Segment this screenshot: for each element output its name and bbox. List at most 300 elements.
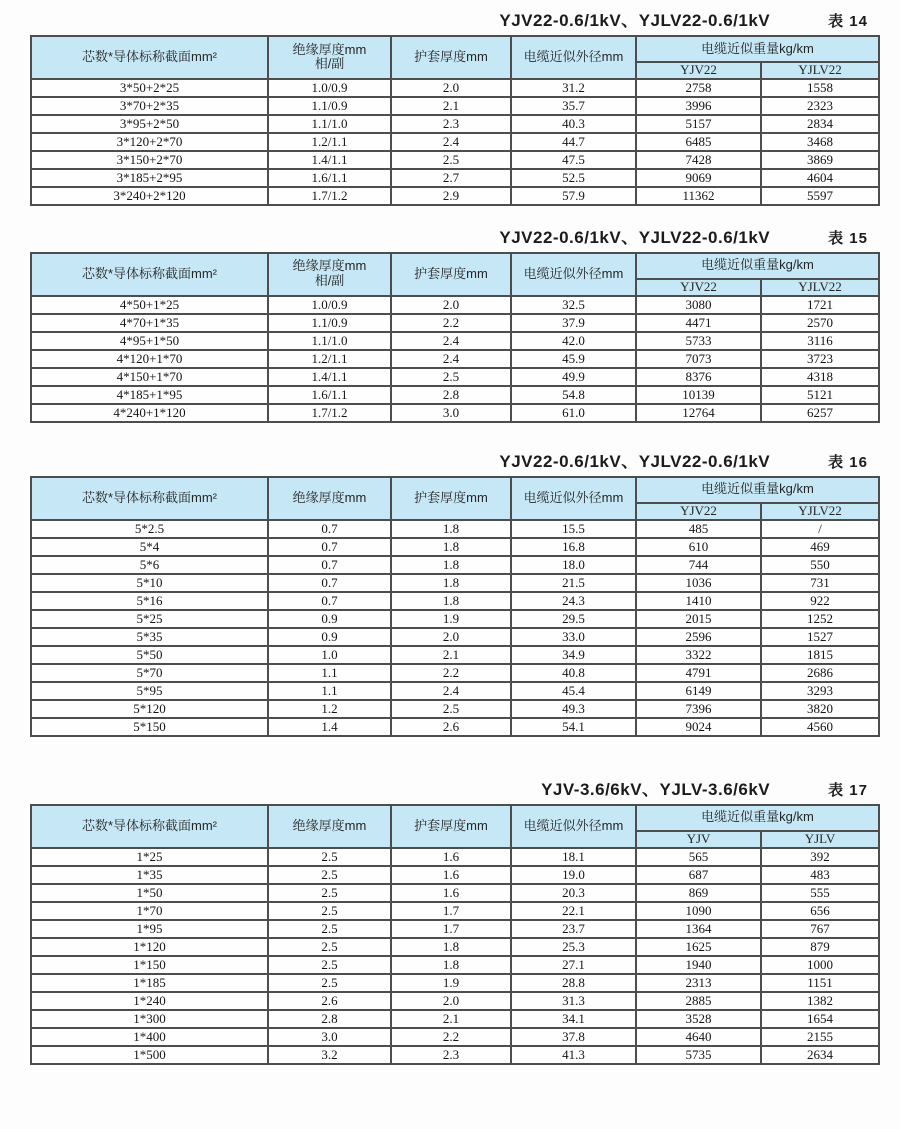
cell: 37.8 bbox=[511, 1028, 636, 1046]
cell: 4640 bbox=[636, 1028, 761, 1046]
table-header bbox=[31, 477, 879, 520]
cell: 1252 bbox=[761, 610, 879, 628]
cell: 767 bbox=[761, 920, 879, 938]
cell: 1.0 bbox=[268, 646, 391, 664]
table-row bbox=[31, 884, 879, 902]
cell: 1.1/1.0 bbox=[268, 115, 391, 133]
cell: 1527 bbox=[761, 628, 879, 646]
cell: 7428 bbox=[636, 151, 761, 169]
cell: 2.5 bbox=[268, 866, 391, 884]
cell: 1*500 bbox=[31, 1046, 268, 1064]
table-row bbox=[31, 133, 879, 151]
cell: 4791 bbox=[636, 664, 761, 682]
cell: 3468 bbox=[761, 133, 879, 151]
cell: 1.6 bbox=[391, 884, 511, 902]
col-header-weight-yjlv: YJLV22 bbox=[761, 62, 879, 79]
cell: 54.1 bbox=[511, 718, 636, 736]
cell: 1.9 bbox=[391, 610, 511, 628]
cell: 27.1 bbox=[511, 956, 636, 974]
cell: 869 bbox=[636, 884, 761, 902]
cell: 1*300 bbox=[31, 1010, 268, 1028]
insulation-header-line1: 绝缘厚度mm bbox=[292, 489, 367, 505]
cell: 3116 bbox=[761, 332, 879, 350]
cell: 3080 bbox=[636, 296, 761, 314]
table-row bbox=[31, 682, 879, 700]
cell: 485 bbox=[636, 520, 761, 538]
cell: 24.3 bbox=[511, 592, 636, 610]
cell: 2.5 bbox=[391, 151, 511, 169]
table-row bbox=[31, 332, 879, 350]
cell: 392 bbox=[761, 848, 879, 866]
cell: 8376 bbox=[636, 368, 761, 386]
cell: 1558 bbox=[761, 79, 879, 97]
cell: 5*150 bbox=[31, 718, 268, 736]
cell: 2.5 bbox=[268, 848, 391, 866]
cell: 20.3 bbox=[511, 884, 636, 902]
cell: 1.1 bbox=[268, 664, 391, 682]
cell: 4*50+1*25 bbox=[31, 296, 268, 314]
cell: 15.5 bbox=[511, 520, 636, 538]
cell: 2.4 bbox=[391, 133, 511, 151]
cell: 21.5 bbox=[511, 574, 636, 592]
cell: 1721 bbox=[761, 296, 879, 314]
table-row bbox=[31, 610, 879, 628]
cell: 4*95+1*50 bbox=[31, 332, 268, 350]
cell: 11362 bbox=[636, 187, 761, 205]
cable-spec-table bbox=[30, 804, 880, 1065]
cell: 1.8 bbox=[391, 956, 511, 974]
cell: 2.3 bbox=[391, 115, 511, 133]
cell: 1.9 bbox=[391, 974, 511, 992]
cell: 2634 bbox=[761, 1046, 879, 1064]
cell: 4604 bbox=[761, 169, 879, 187]
cell: 4471 bbox=[636, 314, 761, 332]
cell: 2.0 bbox=[391, 992, 511, 1010]
cable-spec-table bbox=[30, 35, 880, 206]
col-header-diameter: 电缆近似外径mm bbox=[511, 477, 636, 520]
table-row bbox=[31, 848, 879, 866]
cell: 2.1 bbox=[391, 1010, 511, 1028]
insulation-header-line1: 绝缘厚度mm bbox=[292, 258, 367, 274]
table-row bbox=[31, 1010, 879, 1028]
cell: 12764 bbox=[636, 404, 761, 422]
table-row bbox=[31, 556, 879, 574]
cell: 5*25 bbox=[31, 610, 268, 628]
cell: 5121 bbox=[761, 386, 879, 404]
cell: 1.0/0.9 bbox=[268, 296, 391, 314]
cell: 2.3 bbox=[391, 1046, 511, 1064]
table-body bbox=[31, 520, 879, 736]
cell: 1815 bbox=[761, 646, 879, 664]
cell: 45.9 bbox=[511, 350, 636, 368]
cell: 2.5 bbox=[268, 920, 391, 938]
header-row-1 bbox=[31, 805, 879, 831]
cable-spec-table bbox=[30, 252, 880, 423]
cell: 2.4 bbox=[391, 350, 511, 368]
cell: 1940 bbox=[636, 956, 761, 974]
table-title-row bbox=[30, 6, 878, 30]
cell: 1.8 bbox=[391, 520, 511, 538]
cell: 61.0 bbox=[511, 404, 636, 422]
cell: 5*50 bbox=[31, 646, 268, 664]
cell: 3*95+2*50 bbox=[31, 115, 268, 133]
cell: 1.7 bbox=[391, 902, 511, 920]
cable-table-section bbox=[30, 223, 878, 423]
table-header bbox=[31, 253, 879, 296]
cell: 2885 bbox=[636, 992, 761, 1010]
col-header-weight-yjv: YJV22 bbox=[636, 503, 761, 520]
col-header-weight-yjlv: YJLV bbox=[761, 831, 879, 848]
cell: 2.5 bbox=[268, 884, 391, 902]
cell: 1.1/0.9 bbox=[268, 314, 391, 332]
table-title: YJV22-0.6/1kV、YJLV22-0.6/1kV bbox=[499, 227, 771, 247]
cell: 1.8 bbox=[391, 538, 511, 556]
table-row bbox=[31, 700, 879, 718]
cell: 744 bbox=[636, 556, 761, 574]
cell: 34.9 bbox=[511, 646, 636, 664]
cell: 3.2 bbox=[268, 1046, 391, 1064]
cell: 40.8 bbox=[511, 664, 636, 682]
cell: 1.7/1.2 bbox=[268, 187, 391, 205]
table-row bbox=[31, 664, 879, 682]
cell: 5*120 bbox=[31, 700, 268, 718]
cell: 550 bbox=[761, 556, 879, 574]
cell: 4*185+1*95 bbox=[31, 386, 268, 404]
cell: 3*150+2*70 bbox=[31, 151, 268, 169]
cell: 1*185 bbox=[31, 974, 268, 992]
col-header-weight-group: 电缆近似重量kg/km bbox=[636, 253, 879, 279]
cell: 5*16 bbox=[31, 592, 268, 610]
table-row bbox=[31, 974, 879, 992]
col-header-sheath: 护套厚度mm bbox=[391, 805, 511, 848]
col-header-spec: 芯数*导体标称截面mm² bbox=[31, 253, 268, 296]
cell: 5735 bbox=[636, 1046, 761, 1064]
col-header-insulation bbox=[268, 805, 391, 848]
table-row bbox=[31, 646, 879, 664]
cell: 1*240 bbox=[31, 992, 268, 1010]
cell: 1.8 bbox=[391, 556, 511, 574]
cell: 5*70 bbox=[31, 664, 268, 682]
insulation-header-line1: 绝缘厚度mm bbox=[292, 41, 367, 57]
cell: 1090 bbox=[636, 902, 761, 920]
cell: 1410 bbox=[636, 592, 761, 610]
table-row bbox=[31, 386, 879, 404]
col-header-diameter: 电缆近似外径mm bbox=[511, 805, 636, 848]
cell: 22.1 bbox=[511, 902, 636, 920]
cell: 731 bbox=[761, 574, 879, 592]
cell: 5157 bbox=[636, 115, 761, 133]
cell: 5*6 bbox=[31, 556, 268, 574]
cell: 4*120+1*70 bbox=[31, 350, 268, 368]
cable-table-section bbox=[30, 6, 878, 206]
cell: 5*35 bbox=[31, 628, 268, 646]
cell: 1*95 bbox=[31, 920, 268, 938]
cell: 1.8 bbox=[391, 592, 511, 610]
col-header-weight-yjv: YJV22 bbox=[636, 279, 761, 296]
cell: 3.0 bbox=[268, 1028, 391, 1046]
col-header-weight-yjlv: YJLV22 bbox=[761, 503, 879, 520]
cell: 2686 bbox=[761, 664, 879, 682]
cell: 5*2.5 bbox=[31, 520, 268, 538]
cell: 2.8 bbox=[391, 386, 511, 404]
cell: 2.4 bbox=[391, 332, 511, 350]
cell: 35.7 bbox=[511, 97, 636, 115]
cell: 1.4/1.1 bbox=[268, 151, 391, 169]
cell: 1.6/1.1 bbox=[268, 169, 391, 187]
table-number: 表 15 bbox=[828, 229, 868, 247]
cell: 0.7 bbox=[268, 520, 391, 538]
col-header-spec: 芯数*导体标称截面mm² bbox=[31, 805, 268, 848]
table-row bbox=[31, 866, 879, 884]
table-row bbox=[31, 938, 879, 956]
cell: 9024 bbox=[636, 718, 761, 736]
cell: 40.3 bbox=[511, 115, 636, 133]
table-row bbox=[31, 169, 879, 187]
table-row bbox=[31, 592, 879, 610]
cell: 2.5 bbox=[391, 368, 511, 386]
cell: 2015 bbox=[636, 610, 761, 628]
cell: 1036 bbox=[636, 574, 761, 592]
cell: 2.5 bbox=[268, 938, 391, 956]
cell: 687 bbox=[636, 866, 761, 884]
table-row bbox=[31, 79, 879, 97]
table-title: YJV22-0.6/1kV、YJLV22-0.6/1kV bbox=[499, 451, 771, 471]
cell: 57.9 bbox=[511, 187, 636, 205]
cell: 32.5 bbox=[511, 296, 636, 314]
col-header-diameter: 电缆近似外径mm bbox=[511, 253, 636, 296]
cell: 4*70+1*35 bbox=[31, 314, 268, 332]
cell: 5597 bbox=[761, 187, 879, 205]
cell: 1.7 bbox=[391, 920, 511, 938]
cell: 19.0 bbox=[511, 866, 636, 884]
cell: 3869 bbox=[761, 151, 879, 169]
table-body bbox=[31, 848, 879, 1064]
cell: 565 bbox=[636, 848, 761, 866]
cell: 25.3 bbox=[511, 938, 636, 956]
cell: 4*150+1*70 bbox=[31, 368, 268, 386]
cell: 7073 bbox=[636, 350, 761, 368]
cell: 1*50 bbox=[31, 884, 268, 902]
cell: 31.2 bbox=[511, 79, 636, 97]
cell: 1.6/1.1 bbox=[268, 386, 391, 404]
table-header bbox=[31, 36, 879, 79]
cell: 23.7 bbox=[511, 920, 636, 938]
cell: 7396 bbox=[636, 700, 761, 718]
cell: 4*240+1*120 bbox=[31, 404, 268, 422]
table-row bbox=[31, 296, 879, 314]
cell: 16.8 bbox=[511, 538, 636, 556]
table-row bbox=[31, 97, 879, 115]
cell: 555 bbox=[761, 884, 879, 902]
cell: 1*120 bbox=[31, 938, 268, 956]
table-header bbox=[31, 805, 879, 848]
cell: 10139 bbox=[636, 386, 761, 404]
cell: 1.8 bbox=[391, 574, 511, 592]
cell: 1.7/1.2 bbox=[268, 404, 391, 422]
col-header-insulation bbox=[268, 36, 391, 79]
header-row-1 bbox=[31, 253, 879, 279]
col-header-diameter: 电缆近似外径mm bbox=[511, 36, 636, 79]
table-title: YJV-3.6/6kV、YJLV-3.6/6kV bbox=[541, 779, 771, 799]
col-header-insulation bbox=[268, 253, 391, 296]
table-body bbox=[31, 79, 879, 205]
cell: 18.0 bbox=[511, 556, 636, 574]
cell: 1.2/1.1 bbox=[268, 133, 391, 151]
cell: 1.0/0.9 bbox=[268, 79, 391, 97]
cell: 3*185+2*95 bbox=[31, 169, 268, 187]
cell: 3*50+2*25 bbox=[31, 79, 268, 97]
cell: 3322 bbox=[636, 646, 761, 664]
cell: 5733 bbox=[636, 332, 761, 350]
cell: 2.5 bbox=[268, 974, 391, 992]
cell: 47.5 bbox=[511, 151, 636, 169]
table-row bbox=[31, 628, 879, 646]
cell: 656 bbox=[761, 902, 879, 920]
cell: 6485 bbox=[636, 133, 761, 151]
table-title-row bbox=[30, 447, 878, 471]
cell: 469 bbox=[761, 538, 879, 556]
col-header-weight-yjv: YJV22 bbox=[636, 62, 761, 79]
cell: 33.0 bbox=[511, 628, 636, 646]
cell: 3996 bbox=[636, 97, 761, 115]
cell: 2.2 bbox=[391, 1028, 511, 1046]
cell: 2323 bbox=[761, 97, 879, 115]
cell: 45.4 bbox=[511, 682, 636, 700]
table-row bbox=[31, 115, 879, 133]
cell: 2.9 bbox=[391, 187, 511, 205]
col-header-weight-group: 电缆近似重量kg/km bbox=[636, 805, 879, 831]
cell: 1*25 bbox=[31, 848, 268, 866]
cell: 3293 bbox=[761, 682, 879, 700]
col-header-sheath: 护套厚度mm bbox=[391, 253, 511, 296]
cell: / bbox=[761, 520, 879, 538]
cell: 922 bbox=[761, 592, 879, 610]
cell: 3*120+2*70 bbox=[31, 133, 268, 151]
cable-spec-table bbox=[30, 476, 880, 737]
cell: 2.6 bbox=[268, 992, 391, 1010]
col-header-weight-group: 电缆近似重量kg/km bbox=[636, 477, 879, 503]
cell: 879 bbox=[761, 938, 879, 956]
header-row-1 bbox=[31, 477, 879, 503]
cell: 2.6 bbox=[391, 718, 511, 736]
cell: 0.7 bbox=[268, 556, 391, 574]
cell: 5*95 bbox=[31, 682, 268, 700]
col-header-sheath: 护套厚度mm bbox=[391, 36, 511, 79]
table-row bbox=[31, 151, 879, 169]
col-header-spec: 芯数*导体标称截面mm² bbox=[31, 477, 268, 520]
table-row bbox=[31, 718, 879, 736]
table-row bbox=[31, 520, 879, 538]
cell: 2.0 bbox=[391, 296, 511, 314]
cell: 3.0 bbox=[391, 404, 511, 422]
cell: 2.7 bbox=[391, 169, 511, 187]
table-row bbox=[31, 404, 879, 422]
col-header-insulation bbox=[268, 477, 391, 520]
cell: 49.9 bbox=[511, 368, 636, 386]
cell: 1*35 bbox=[31, 866, 268, 884]
cell: 1364 bbox=[636, 920, 761, 938]
insulation-header-line1: 绝缘厚度mm bbox=[292, 817, 367, 833]
cell: 52.5 bbox=[511, 169, 636, 187]
cell: 1654 bbox=[761, 1010, 879, 1028]
cell: 34.1 bbox=[511, 1010, 636, 1028]
cell: 3528 bbox=[636, 1010, 761, 1028]
cell: 2834 bbox=[761, 115, 879, 133]
cell: 3723 bbox=[761, 350, 879, 368]
cell: 0.7 bbox=[268, 538, 391, 556]
cell: 1625 bbox=[636, 938, 761, 956]
cell: 2.4 bbox=[391, 682, 511, 700]
table-row bbox=[31, 574, 879, 592]
cell: 2.2 bbox=[391, 314, 511, 332]
table-number: 表 17 bbox=[828, 781, 868, 799]
table-body bbox=[31, 296, 879, 422]
cell: 1*400 bbox=[31, 1028, 268, 1046]
insulation-header-line2: 相/副 bbox=[314, 273, 345, 289]
cell: 0.7 bbox=[268, 574, 391, 592]
cell: 1.2/1.1 bbox=[268, 350, 391, 368]
cell: 2758 bbox=[636, 79, 761, 97]
cell: 9069 bbox=[636, 169, 761, 187]
cell: 2313 bbox=[636, 974, 761, 992]
cell: 1.8 bbox=[391, 938, 511, 956]
cell: 0.9 bbox=[268, 628, 391, 646]
cell: 28.8 bbox=[511, 974, 636, 992]
cell: 1.4/1.1 bbox=[268, 368, 391, 386]
cell: 37.9 bbox=[511, 314, 636, 332]
cell: 44.7 bbox=[511, 133, 636, 151]
cell: 1.6 bbox=[391, 848, 511, 866]
table-row bbox=[31, 920, 879, 938]
cell: 42.0 bbox=[511, 332, 636, 350]
cell: 0.7 bbox=[268, 592, 391, 610]
col-header-weight-group: 电缆近似重量kg/km bbox=[636, 36, 879, 62]
table-row bbox=[31, 368, 879, 386]
cell: 6149 bbox=[636, 682, 761, 700]
cell: 5*10 bbox=[31, 574, 268, 592]
cell: 2596 bbox=[636, 628, 761, 646]
table-row bbox=[31, 1028, 879, 1046]
table-title: YJV22-0.6/1kV、YJLV22-0.6/1kV bbox=[499, 11, 771, 30]
cell: 0.9 bbox=[268, 610, 391, 628]
cell: 1.2 bbox=[268, 700, 391, 718]
cell: 54.8 bbox=[511, 386, 636, 404]
cell: 2.1 bbox=[391, 646, 511, 664]
col-header-weight-yjv: YJV bbox=[636, 831, 761, 848]
cell: 3820 bbox=[761, 700, 879, 718]
table-row bbox=[31, 538, 879, 556]
cable-table-section bbox=[30, 447, 878, 737]
cell: 2.5 bbox=[391, 700, 511, 718]
cell: 4318 bbox=[761, 368, 879, 386]
cell: 2.1 bbox=[391, 97, 511, 115]
cell: 1000 bbox=[761, 956, 879, 974]
cell: 31.3 bbox=[511, 992, 636, 1010]
cell: 1*150 bbox=[31, 956, 268, 974]
cell: 2.5 bbox=[268, 956, 391, 974]
cell: 1.1/1.0 bbox=[268, 332, 391, 350]
cell: 1151 bbox=[761, 974, 879, 992]
cell: 483 bbox=[761, 866, 879, 884]
table-number: 表 16 bbox=[828, 453, 868, 471]
cell: 1*70 bbox=[31, 902, 268, 920]
table-row bbox=[31, 956, 879, 974]
cell: 1.4 bbox=[268, 718, 391, 736]
table-row bbox=[31, 992, 879, 1010]
cell: 2.0 bbox=[391, 79, 511, 97]
cell: 1.1 bbox=[268, 682, 391, 700]
table-row bbox=[31, 1046, 879, 1064]
